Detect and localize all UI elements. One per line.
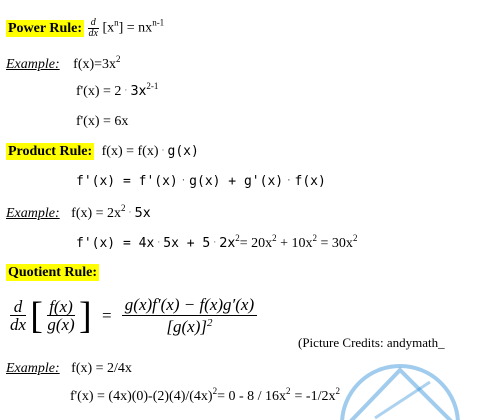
quotient-formula: $\frac{d}{dx}$ [ $\frac{f(x)}{g(x)}$ ] = $\frac{g(x)f'(x) - f(x)g'(x)}{[g(x)]^2}$ [10,296,257,335]
power-step-1: $f'(x) = 2 \cdot 3x^{2-1}$ [76,81,159,99]
quotient-rule-line [6,266,99,280]
example-label: Example: [6,361,60,376]
example-label: Example: [6,57,60,72]
product-formula-derivative: f'(x) = f'(x) · g(x) + g'(x) · f(x) [76,174,326,189]
product-rule-line: Product Rule: f(x) = f(x) · g(x) [8,144,199,159]
power-step-2: f'(x) = 6x [76,114,129,129]
example-label: Example: [6,206,60,221]
watermark-logo [330,352,480,420]
quotient-example-result: $f'(x) = (4x)(0)-(2)(4)/(4x)^2= 0 - 8 / 16x^2 = -1/2x^2$ [70,386,340,404]
quotient-lhs-fraction: $\frac{f(x)}{g(x)}$ [47,297,75,334]
power-example-line: Example: $f(x)=3x^2$ [6,54,121,72]
product-example-line: Example: $f(x) = 2x^2 \cdot 5x$ [6,203,151,221]
power-rule-line: Power Rule: $\frac{d}{dx}$ $[x^n] = nx^{n-1}$ [8,17,165,39]
product-example-result: $f'(x) = 4x \cdot 5x + 5 \cdot 2x^2= 20x^2 + 10x^2 = 30x^2$ [76,233,358,251]
derivative-operator: $\frac{d}{dx}$ [88,17,98,39]
quotient-derivative-operator: $\frac{d}{dx}$ [10,297,27,334]
power-rule-label: Power Rule: [8,20,82,36]
quotient-rule-label: Quotient Rule: [8,265,98,280]
quotient-rhs-fraction: $\frac{g(x)f'(x) - f(x)g'(x)}{[g(x)]^2}$ [122,296,257,335]
picture-credits: (Picture Credits: andymath_ [298,335,445,350]
product-rule-label: Product Rule: [8,144,93,159]
quotient-example-line: Example: f(x) = 2/4x [6,361,132,376]
